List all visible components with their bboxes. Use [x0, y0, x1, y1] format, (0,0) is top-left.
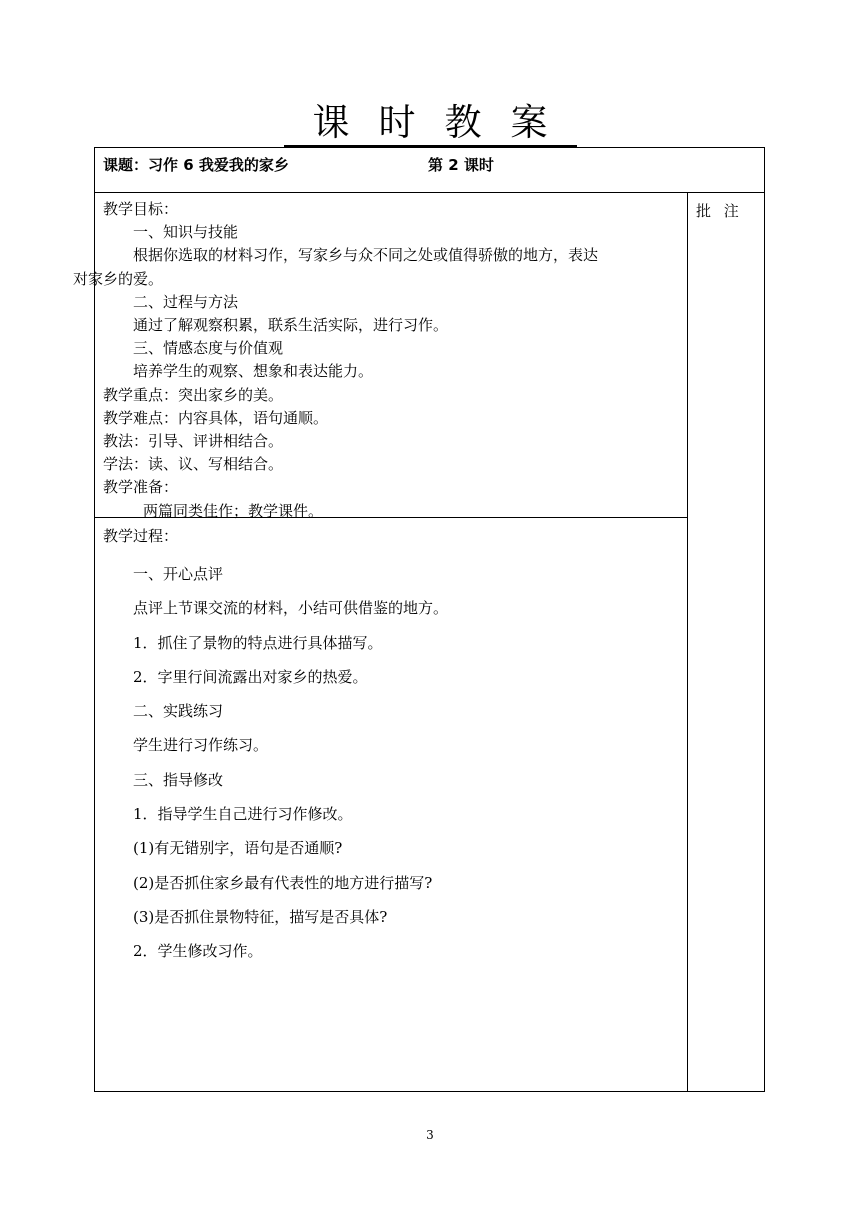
process-line: 二、实践练习 — [133, 702, 224, 721]
process-line: 三、指导修改 — [133, 770, 224, 789]
lesson-number: 第 2 课时 — [428, 156, 494, 174]
prep-heading: 教学准备： — [103, 478, 179, 497]
teaching-process — [103, 525, 683, 969]
page-title-text: 课时教案 — [284, 101, 577, 147]
page-title — [0, 101, 860, 147]
study-method: 学法：读、议、写相结合。 — [103, 455, 284, 474]
teaching-method: 教法：引导、评讲相结合。 — [103, 432, 284, 451]
lesson-plan-table — [73, 147, 765, 1092]
goal-section-1-title: 一、知识与技能 — [133, 223, 239, 242]
process-heading: 教学过程： — [103, 527, 179, 545]
key-point: 教学重点：突出家乡的美。 — [103, 385, 284, 404]
process-line: (1)有无错别字，语句是否通顺? — [133, 839, 343, 858]
lesson-header — [103, 154, 494, 175]
goal-section-2-title: 二、过程与方法 — [133, 292, 239, 311]
notes-label: 批 注 — [696, 202, 743, 220]
difficulty: 教学难点：内容具体，语句通顺。 — [103, 408, 329, 427]
goal-section-1-text — [73, 244, 683, 290]
goal-section-3-text: 培养学生的观察、想象和表达能力。 — [133, 362, 374, 381]
page-number: 3 — [426, 1128, 434, 1142]
process-line: (2)是否抓住家乡最有代表性的地方进行描写? — [133, 873, 433, 892]
prep-text: 两篇同类佳作；教学课件。 — [143, 501, 324, 520]
notes-column-divider — [687, 193, 688, 1091]
header-divider — [95, 192, 764, 193]
goals-heading: 教学目标： — [103, 200, 179, 218]
process-line: (3)是否抓住景物特征，描写是否具体? — [133, 907, 388, 926]
process-line: 1．抓住了景物的特点进行具体描写。 — [133, 633, 383, 652]
teaching-goals — [73, 198, 683, 523]
goal-section-2-text: 通过了解观察积累，联系生活实际，进行习作。 — [133, 316, 449, 335]
goal-section-1-text-b: 对家乡的爱。 — [73, 269, 164, 288]
process-line: 一、开心点评 — [133, 565, 224, 583]
lesson-topic: 课题：习作 6 我爱我的家乡 — [103, 156, 289, 174]
process-line: 学生进行习作练习。 — [133, 736, 269, 755]
process-line: 点评上节课交流的材料，小结可供借鉴的地方。 — [133, 599, 449, 618]
goal-section-3-title: 三、情感态度与价值观 — [133, 339, 284, 358]
process-line: 2．字里行间流露出对家乡的热爱。 — [133, 667, 368, 686]
process-line: 2．学生修改习作。 — [133, 942, 263, 961]
goal-section-1-text-a: 根据你选取的材料习作，写家乡与众不同之处或值得骄傲的地方，表达 — [133, 246, 599, 265]
process-line: 1．指导学生自己进行习作修改。 — [133, 805, 353, 824]
